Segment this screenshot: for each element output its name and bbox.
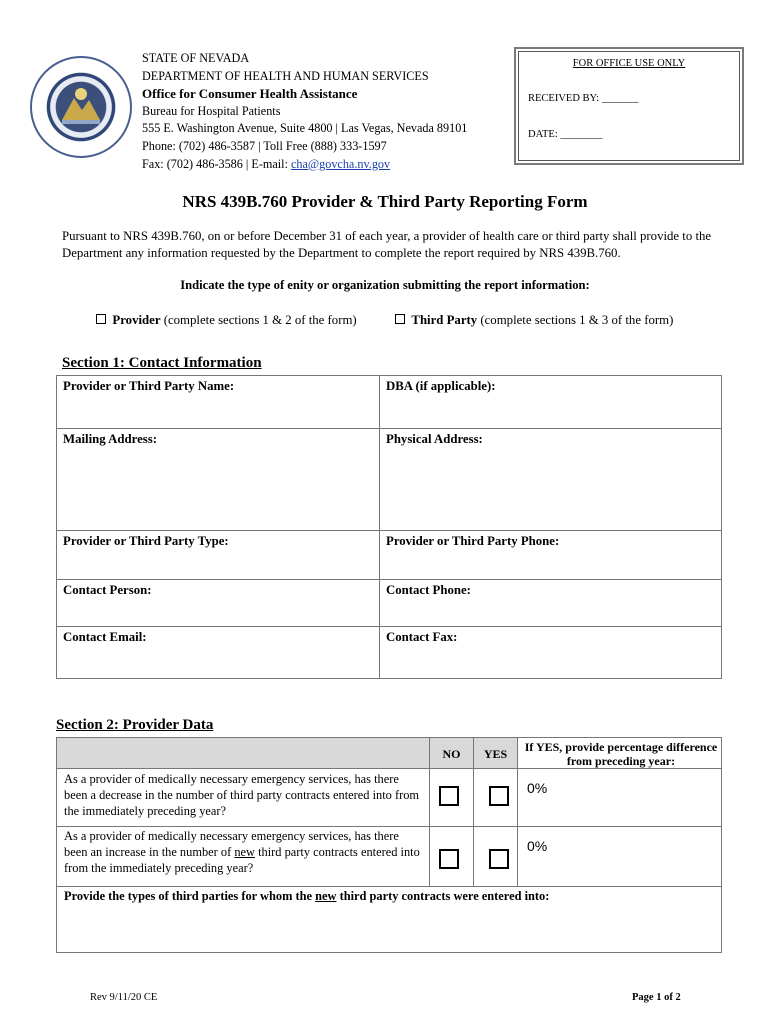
seal-emblem-icon — [32, 58, 130, 156]
provider-option — [96, 313, 357, 328]
header-divider — [57, 768, 517, 769]
col-no-label: NO — [442, 747, 461, 761]
agency-header — [142, 50, 467, 173]
col-pct-label: If YES, provide percentage difference from preceding year: — [524, 740, 718, 768]
third-party-option — [395, 313, 673, 328]
provider-checkbox[interactable] — [96, 314, 106, 324]
page-number: Page 1 of 2 — [632, 992, 681, 1003]
mailing-address-field[interactable]: Mailing Address: — [57, 429, 380, 531]
provider-type-field[interactable]: Provider or Third Party Type: — [57, 531, 380, 580]
section2-title: Section 2: Provider Data — [56, 717, 214, 733]
contact-phone-field[interactable]: Contact Phone: — [380, 580, 722, 627]
q2-no-checkbox[interactable] — [439, 849, 459, 869]
provider-data-table — [56, 737, 722, 953]
third-party-checkbox[interactable] — [395, 314, 405, 324]
provider-label: Provider — [112, 313, 161, 327]
agency-phone: Phone: (702) 486-3587 | Toll Free (888) 333-1597 — [142, 138, 387, 153]
provider-phone-field[interactable]: Provider or Third Party Phone: — [380, 531, 722, 580]
q2-percentage-field[interactable]: 0% — [527, 838, 548, 854]
third-party-types-field[interactable] — [64, 888, 714, 904]
third-party-note: (complete sections 1 & 3 of the form) — [477, 313, 674, 327]
department-name: DEPARTMENT OF HEALTH AND HUMAN SERVICES — [142, 68, 429, 83]
agency-fax-email — [142, 156, 467, 174]
contact-fax-field[interactable]: Contact Fax: — [380, 627, 722, 679]
col-divider-pct — [517, 738, 518, 886]
contact-info-table — [56, 375, 722, 679]
intro-paragraph: Pursuant to NRS 439B.760, on or before December 31 of each year, a provider of health care or third party shall provide to the Department any information requested by the Department to complete the report required by NRS 439B.760. — [62, 229, 712, 260]
types-text-a: Provide the types of third parties for whom the — [64, 889, 316, 903]
third-party-label: Third Party — [411, 313, 478, 327]
q1-no-checkbox[interactable] — [439, 786, 459, 806]
row-divider-2 — [57, 886, 722, 887]
entity-type-instruction: Indicate the type of enity or organization submitting the report information: — [180, 278, 590, 292]
office-use-title: FOR OFFICE USE ONLY — [572, 58, 686, 69]
provider-name-field[interactable]: Provider or Third Party Name: — [57, 376, 380, 429]
types-text-b: third party contracts were entered into: — [336, 889, 550, 903]
q1-percentage-field[interactable]: 0% — [527, 780, 548, 796]
state-name: STATE OF NEVADA — [142, 51, 250, 65]
dba-field[interactable]: DBA (if applicable): — [380, 376, 722, 429]
revision-label: Rev 9/11/20 CE — [90, 992, 158, 1003]
q2-text-a: As a provider of medically necessary emergency services, has there been an increase in the number of — [64, 829, 399, 859]
section1-title: Section 1: Contact Information — [62, 355, 262, 371]
types-new-word: new — [315, 889, 337, 903]
received-by-field: RECEIVED BY: _______ — [528, 93, 639, 104]
row-divider-1 — [57, 826, 722, 827]
contact-email-field[interactable]: Contact Email: — [57, 627, 380, 679]
date-field: DATE: ________ — [528, 129, 603, 140]
physical-address-field[interactable]: Physical Address: — [380, 429, 722, 531]
contact-person-field[interactable]: Contact Person: — [57, 580, 380, 627]
governors-seal-logo — [30, 56, 132, 158]
form-title: NRS 439B.760 Provider & Third Party Reporting Form — [182, 192, 588, 211]
q2-new-word: new — [234, 845, 255, 859]
agency-address: 555 E. Washington Avenue, Suite 4800 | Las Vegas, Nevada 89101 — [142, 121, 468, 136]
question-increase — [64, 828, 424, 876]
question-decrease: As a provider of medically necessary emergency services, has there been a decrease in the number of third party contracts entered into from the immediately preceding year? — [64, 772, 420, 818]
bureau-name: Bureau for Hospital Patients — [142, 103, 281, 118]
fax-text: Fax: (702) 486-3586 | E-mail: — [142, 156, 292, 171]
q2-text-b: third party contracts entered into from the immediately preceding year? — [64, 845, 420, 875]
office-use-box — [514, 47, 744, 165]
q2-yes-checkbox[interactable] — [489, 849, 509, 869]
office-name: Office for Consumer Health Assistance — [142, 86, 358, 102]
q1-yes-checkbox[interactable] — [489, 786, 509, 806]
col-yes-label: YES — [483, 747, 508, 761]
email-link[interactable]: cha@govcha.nv.gov — [291, 156, 391, 171]
header-divider-right — [517, 768, 722, 769]
provider-note: (complete sections 1 & 2 of the form) — [160, 313, 357, 327]
